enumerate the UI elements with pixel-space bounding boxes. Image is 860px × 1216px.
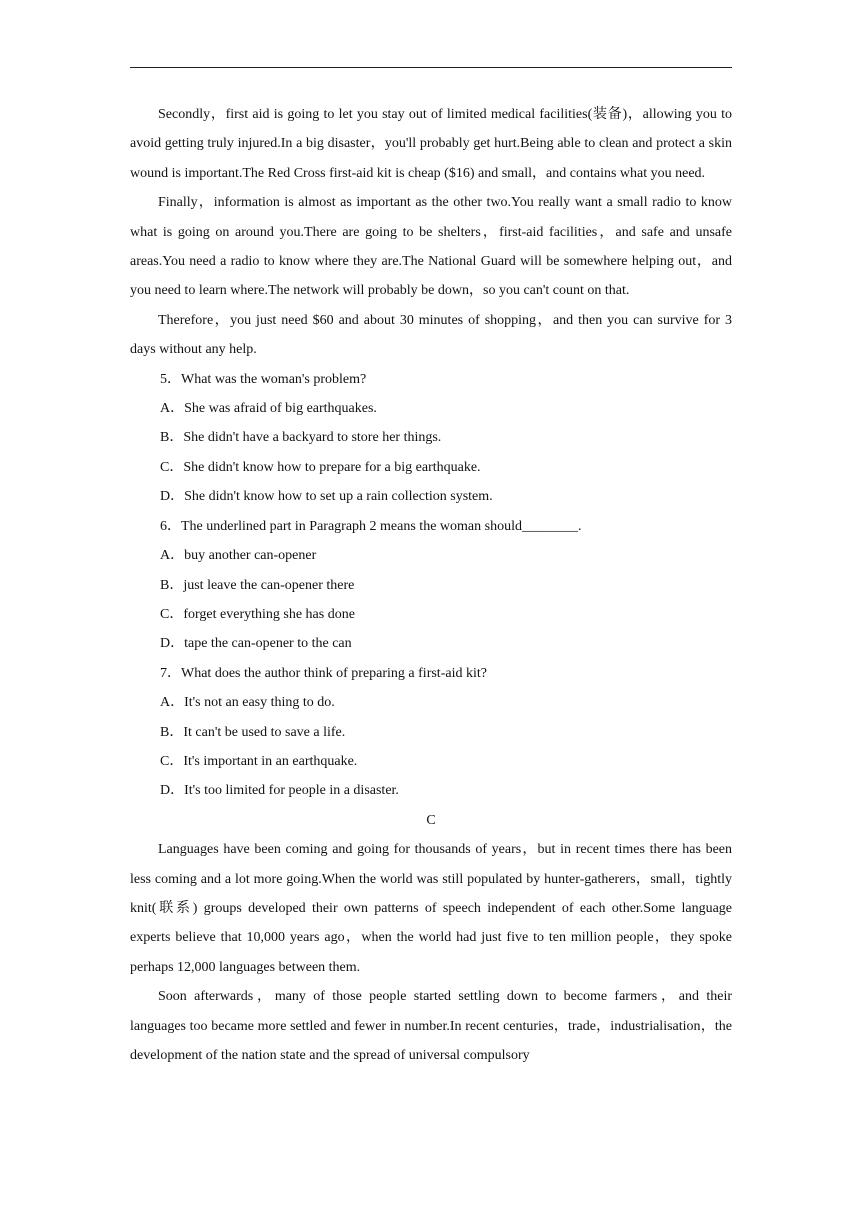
question-7-option-b: B．It can't be used to save a life.: [160, 724, 346, 740]
question-6-option-b: B．just leave the can-opener there: [160, 577, 355, 593]
question-6-option-c: C．forget everything she has done: [160, 606, 355, 622]
paragraph-languages: Languages have been coming and going for thousands of years，but in recent times there has been less coming and a lot more going.When the world was still populated by hunter-gatherers，small，tightly knit(联系) groups developed their own patterns of speech independent of each other.Some language experts believe that 10,000 years ago，when the world had just five to ten million people，they spoke perhaps 12,000 languages between them.: [130, 842, 732, 975]
question-5: 5．What was the woman's problem?: [160, 371, 367, 387]
page-content: [130, 100, 732, 1070]
header-rule: [130, 67, 732, 68]
question-6: 6．The underlined part in Paragraph 2 means the woman should________.: [160, 518, 582, 534]
question-7-option-d: D．It's too limited for people in a disaster.: [160, 783, 399, 799]
question-5-option-a: A．She was afraid of big earthquakes.: [160, 401, 377, 417]
section-heading-c: C: [426, 812, 436, 828]
paragraph-farmers: Soon afterwards，many of those people started settling down to become farmers，and their languages too became more settled and fewer in number.In recent centuries，trade，industrialisation，the development of the nation state and the spread of universal compulsory: [130, 989, 732, 1063]
question-5-option-c: C．She didn't know how to prepare for a big earthquake.: [160, 459, 481, 475]
paragraph-first-aid: Secondly，first aid is going to let you stay out of limited medical facilities(装备)，allowing you to avoid getting truly injured.In a big disaster，you'll probably get hurt.Being able to clean and protect a skin wound is important.The Red Cross first-aid kit is cheap ($16) and small，and contains what you need.: [130, 107, 732, 181]
question-6-option-a: A．buy another can-opener: [160, 548, 317, 564]
question-7-option-c: C．It's important in an earthquake.: [160, 753, 358, 769]
paragraph-information: Finally，information is almost as important as the other two.You really want a small radio to know what is going on around you.There are going to be shelters，first-aid facilities，and safe and unsafe areas.You need a radio to know where they are.The National Guard will be somewhere helping out，and you need to learn where.The network will probably be down，so you can't count on that.: [130, 195, 732, 299]
question-7-option-a: A．It's not an easy thing to do.: [160, 695, 335, 711]
paragraph-therefore: Therefore，you just need $60 and about 30 minutes of shopping，and then you can survive for 3 days without any help.: [130, 312, 732, 358]
question-7: 7．What does the author think of preparing a first-aid kit?: [160, 665, 487, 681]
question-5-option-b: B．She didn't have a backyard to store her things.: [160, 430, 442, 446]
question-6-option-d: D．tape the can-opener to the can: [160, 636, 352, 652]
question-5-option-d: D．She didn't know how to set up a rain collection system.: [160, 489, 493, 505]
